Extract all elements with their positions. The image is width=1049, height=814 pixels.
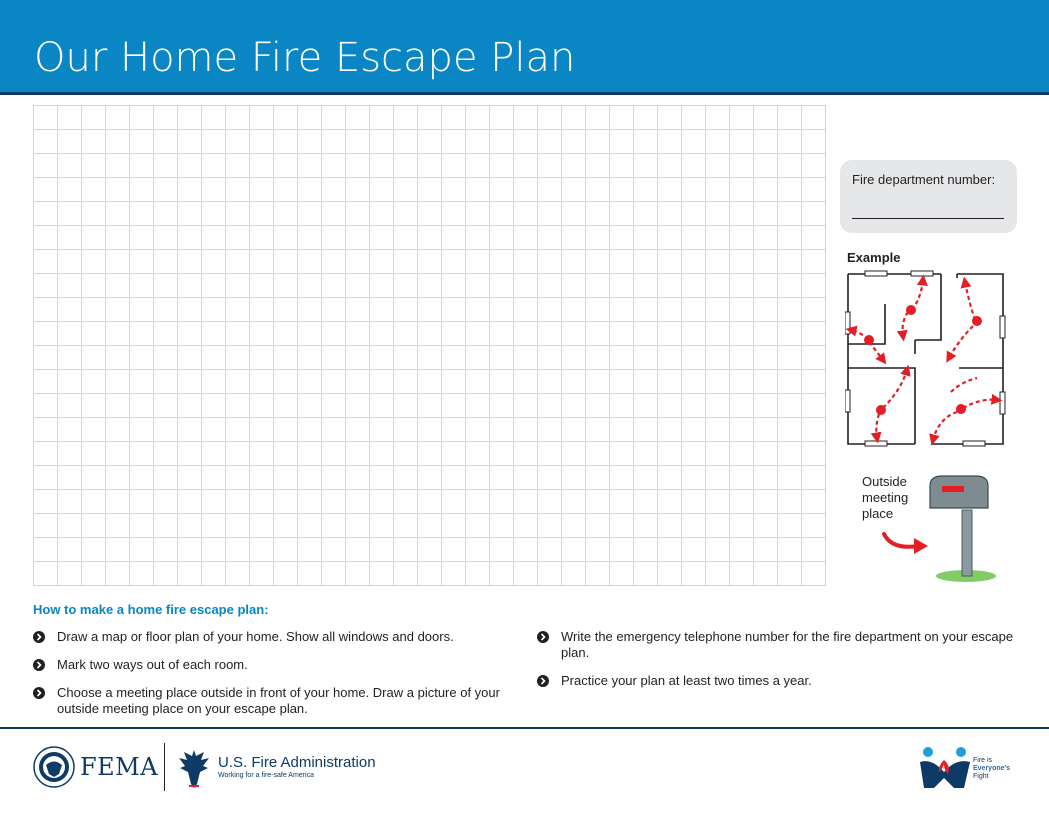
floor-plan-grid[interactable] [33,105,826,586]
instruction-text: Mark two ways out of each room. [57,657,248,672]
room-dot [864,335,874,345]
fef-line-3: Fight [973,773,989,780]
instructions-list-right [537,629,1032,701]
fema-wordmark: FEMA [80,753,159,781]
mailbox-illustration [878,472,1003,590]
instruction-text: Write the emergency telephone number for the fire department on your escape plan. [561,629,1014,660]
instructions-list-left [33,629,523,729]
instructions-heading: How to make a home fire escape plan: [33,602,269,617]
instruction-step [537,673,1032,689]
room-dot [906,305,916,315]
header-banner [0,0,1049,95]
instruction-text: Draw a map or floor plan of your home. Show all windows and doors. [57,629,454,644]
floor-plan-walls [848,274,1003,444]
fef-line-1: Fire is [973,757,993,764]
usfa-eagle-icon [175,744,213,792]
example-floor-plan [845,268,1010,450]
example-heading: Example [847,250,901,265]
fire-is-everyones-fight-text [973,757,1033,781]
chevron-circle-right-icon [537,675,549,687]
meeting-place-label: Outside meeting place [862,474,909,521]
instruction-text: Choose a meeting place outside in front of your home. Draw a picture of your outside meeting place on your escape plan. [57,685,500,716]
room-dot [876,405,886,415]
fire-department-number-field[interactable] [852,218,1004,219]
mailbox-post [962,510,972,576]
floor-plan-windows [845,271,1005,446]
instruction-step [33,685,523,717]
page-title: Our Home Fire Escape Plan [34,35,576,81]
chevron-circle-right-icon [33,631,45,643]
meeting-place-arrow [884,534,918,547]
room-dot [972,316,982,326]
escape-route-arrows [851,280,997,440]
fire-department-number-label: Fire department number: [852,172,996,187]
chevron-circle-right-icon [33,659,45,671]
room-dot [956,404,966,414]
instruction-step [33,657,523,673]
mailbox-flag [942,486,964,492]
fire-department-number-box [840,160,1017,233]
instruction-text: Practice your plan at least two times a year. [561,673,812,688]
footer-divider [0,727,1049,729]
dhs-seal-icon [33,746,75,788]
instruction-step [537,629,1032,661]
usfa-name: U.S. Fire Administration [218,754,376,771]
footer-logo-separator [164,743,165,791]
usfa-tagline: Working for a fire-safe America [218,772,314,779]
chevron-circle-right-icon [537,631,549,643]
fef-line-2: Everyone's [973,765,1011,772]
instruction-step [33,629,523,645]
fire-is-everyones-fight-logo-icon [918,744,972,792]
chevron-circle-right-icon [33,687,45,699]
